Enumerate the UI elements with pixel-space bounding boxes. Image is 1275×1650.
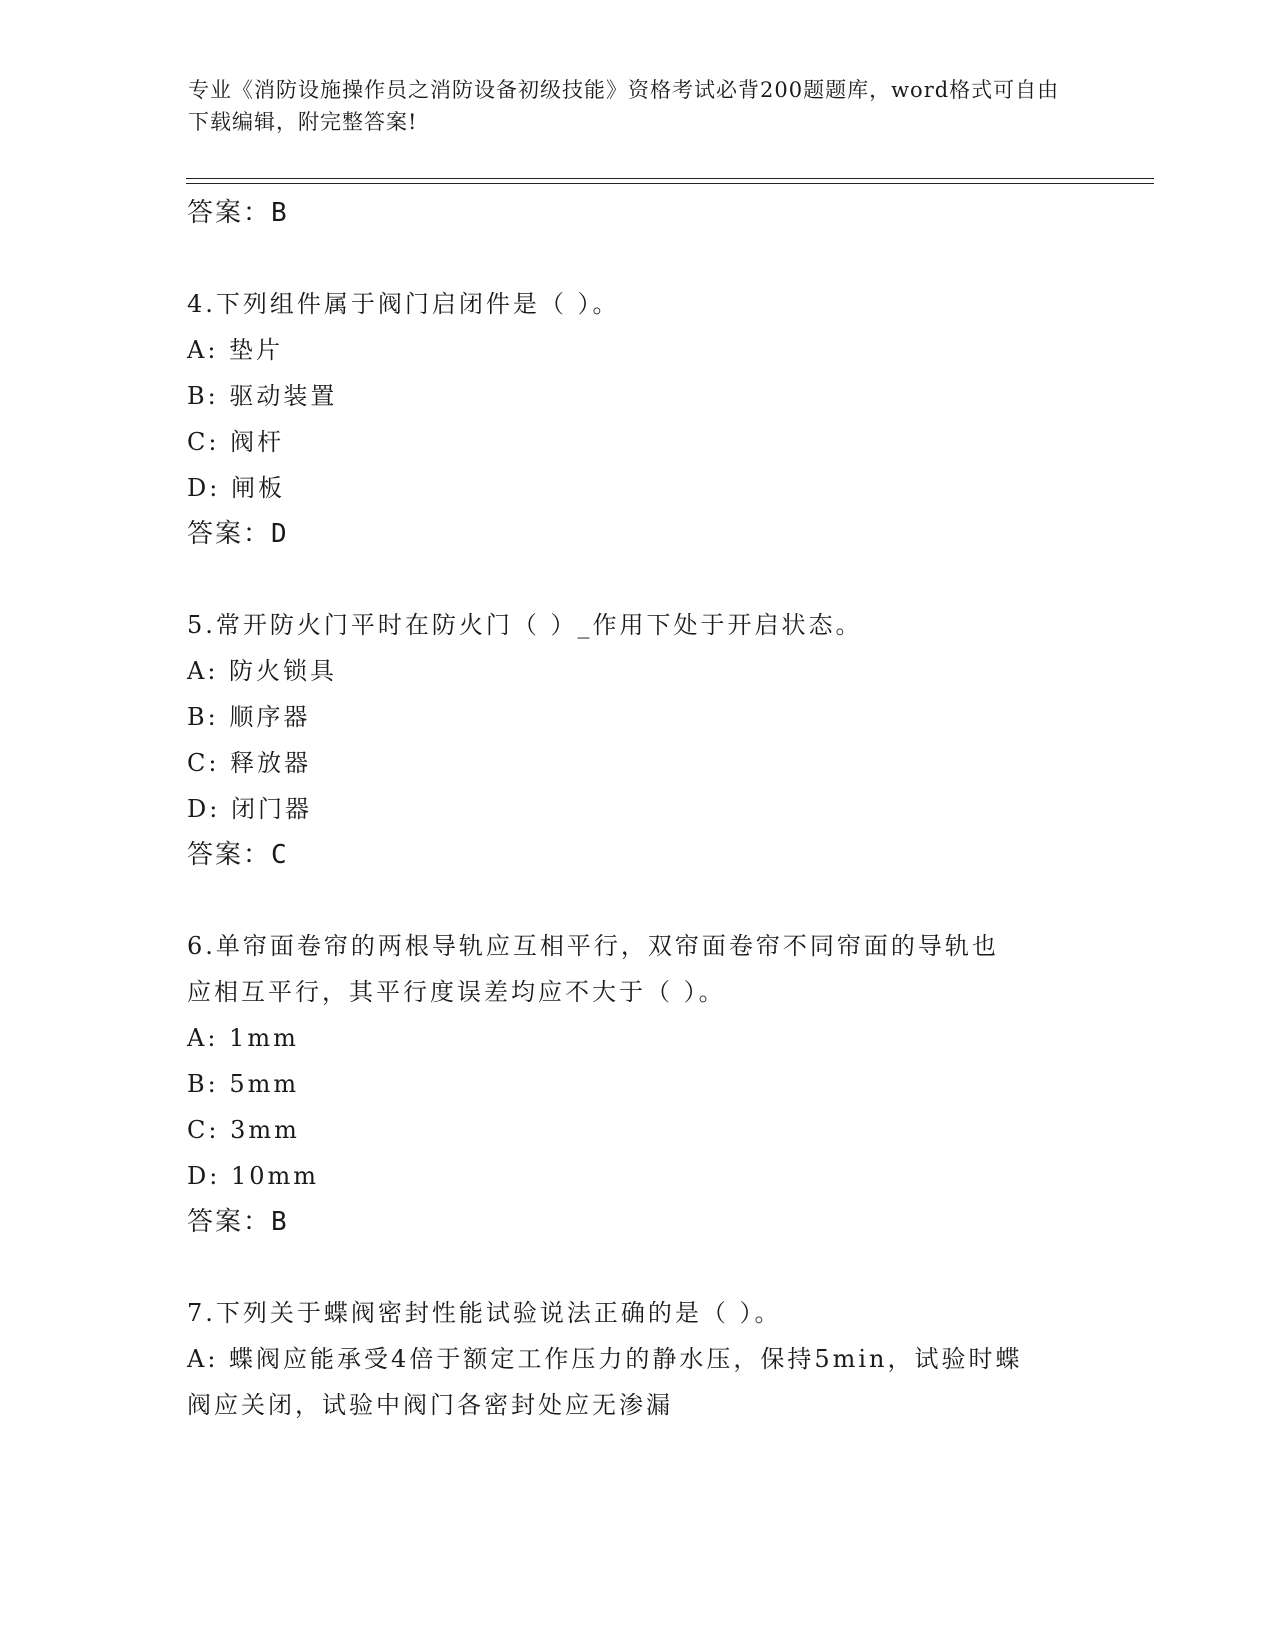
option-c: C: 释放器: [187, 749, 312, 777]
option-a: A: 垫片: [187, 336, 284, 364]
question-list: [187, 190, 1087, 1428]
question-7: [187, 1290, 1087, 1428]
option-d: D: 闭门器: [187, 795, 312, 823]
option-c: C: 阀杆: [187, 428, 285, 456]
question-4: [187, 281, 1087, 557]
question-stem-line-1: 6.单帘面卷帘的两根导轨应互相平行，双帘面卷帘不同帘面的导轨也: [187, 932, 999, 960]
question-6: [187, 923, 1087, 1245]
option-d: D: 闸板: [187, 474, 285, 502]
header-rule-top: [186, 178, 1154, 179]
question-5: [187, 602, 1087, 878]
document-header: 专业《消防设施操作员之消防设备初级技能》资格考试必背200题题库，word格式可自由下载编辑，附完整答案!: [188, 78, 1060, 134]
question-stem: 5.常开防火门平时在防火门（ ）_作用下处于开启状态。: [187, 611, 863, 639]
option-b: B: 驱动装置: [187, 382, 338, 410]
option-a: A: 防火锁具: [187, 657, 338, 685]
option-a: A: 1mm: [187, 1024, 299, 1052]
option-a-line-2: 阀应关闭，试验中阀门各密封处应无渗漏: [187, 1391, 673, 1419]
option-b: B: 顺序器: [187, 703, 311, 731]
answer: 答案：D: [187, 519, 289, 549]
question-stem: 7.下列关于蝶阀密封性能试验说法正确的是（ ）。: [187, 1299, 782, 1327]
option-c: C: 3mm: [187, 1116, 300, 1144]
option-d: D: 10mm: [187, 1162, 320, 1190]
question-stem-line-2: 应相互平行，其平行度误差均应不大于（ ）。: [187, 978, 726, 1006]
option-b: B: 5mm: [187, 1070, 300, 1098]
header-rule-bottom: [186, 183, 1154, 184]
answer-q3: 答案：B: [187, 198, 289, 228]
question-stem: 4.下列组件属于阀门启闭件是（ ）。: [187, 290, 620, 318]
answer: 答案：C: [187, 840, 289, 870]
option-a-line-1: A: 蝶阀应能承受4倍于额定工作压力的静水压，保持5min，试验时蝶: [187, 1345, 1023, 1373]
answer: 答案：B: [187, 1207, 289, 1237]
